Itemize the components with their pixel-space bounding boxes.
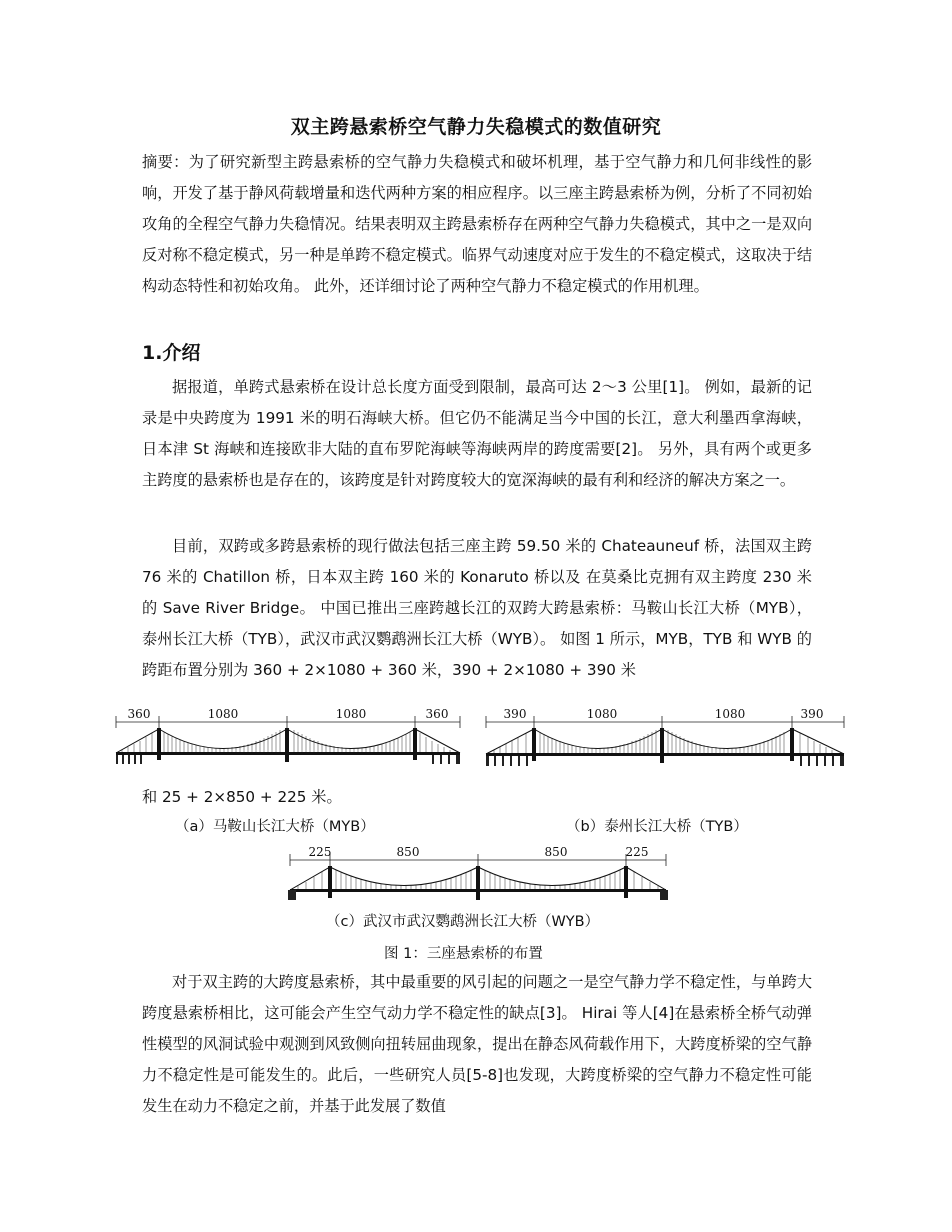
anchorage	[288, 890, 296, 900]
bridge-tower	[624, 866, 628, 898]
intro-paragraph-2-continued: 和 25 + 2×850 + 225 米。	[142, 788, 342, 806]
bridge-tower	[790, 728, 794, 761]
span-label: 1080	[586, 707, 618, 721]
span-label: 390	[503, 707, 527, 721]
intro-paragraph-2: 目前，双跨或多跨悬索桥的现行做法包括三座主跨 59.50 米的 Chateauneuf 桥，法国双主跨 76 米的 Chatillon 桥，日本双主跨 160 米的 Konaruto 桥以及 在莫桑比克拥有双主跨度 230 米的 Save River Bridge。 中国已推出三座跨越长江的双跨大跨悬索桥：马鞍山长江大桥（MYB），泰州长江大桥（TYB），武汉市武汉鹦鹉洲长江大桥（WYB）。 如图 1 所示，MYB，TYB 和 WYB 的跨距布置分别为 360 + 2×1080 + 360 米，390 + 2×1080 + 390 米	[142, 537, 812, 679]
paper-title: 双主跨悬索桥空气静力失稳模式的数值研究	[290, 116, 662, 138]
span-label: 850	[396, 845, 420, 859]
bridge-tower	[532, 728, 536, 761]
figure-title: 图 1：三座悬索桥的布置	[384, 946, 543, 962]
figure-caption-b: （b）泰州长江大桥（TYB）	[566, 819, 748, 835]
span-label: 360	[425, 707, 449, 721]
bridge-tower	[285, 728, 289, 762]
bridge-tower	[157, 728, 161, 760]
span-label: 1080	[714, 707, 746, 721]
anchorage	[660, 890, 668, 900]
bridge-tower	[328, 866, 332, 898]
bridge-diagram-tyb	[482, 706, 848, 774]
intro-paragraph-3: 对于双主跨的大跨度悬索桥，其中最重要的风引起的问题之一是空气静力学不稳定性，与单跨大跨度悬索桥相比，这可能会产生空气动力学不稳定性的缺点[3]。 Hirai 等人[4]在悬索桥全桥气动弹性模型的风洞试验中观测到风致侧向扭转屈曲现象，提出在静态风荷载作用下，大跨度桥梁的空气静力不稳定性是可能发生的。此后，一些研究人员[5-8]也发现，大跨度桥梁的空气静力不稳定性可能发生在动力不稳定之前，并基于此发展了数值	[142, 973, 812, 1115]
span-label: 1080	[207, 707, 239, 721]
figure-caption-c: （c）武汉市武汉鹦鹉洲长江大桥（WYB）	[326, 914, 600, 930]
abstract-paragraph: 摘要：为了研究新型主跨悬索桥的空气静力失稳模式和破坏机理，基于空气静力和几何非线性的影响，开发了基于静风荷载增量和迭代两种方案的相应程序。以三座主跨悬索桥为例，分析了不同初始攻角的全程空气静力失稳情况。结果表明双主跨悬索桥存在两种空气静力失稳模式，其中之一是双向反对称不稳定模式，另一种是单跨不稳定模式。临界气动速度对应于发生的不稳定模式，这取决于结构动态特性和初始攻角。 此外，还详细讨论了两种空气静力不稳定模式的作用机理。	[142, 153, 812, 295]
span-label: 1080	[335, 707, 367, 721]
span-label: 225	[308, 845, 332, 859]
bridge-tower	[413, 728, 417, 760]
section-heading-introduction: 1.介绍	[142, 342, 201, 364]
span-label: 390	[800, 707, 824, 721]
bridge-tower	[476, 866, 480, 900]
bridge-diagram-myb	[112, 706, 464, 774]
figure-caption-a: （a）马鞍山长江大桥（MYB）	[175, 819, 375, 835]
span-label: 850	[544, 845, 568, 859]
span-label: 360	[127, 707, 151, 721]
span-label: 225	[625, 845, 649, 859]
bridge-tower	[660, 728, 664, 763]
intro-paragraph-1: 据报道，单跨式悬索桥在设计总长度方面受到限制，最高可达 2～3 公里[1]。 例如，最新的记录是中央跨度为 1991 米的明石海峡大桥。但它仍不能满足当今中国的长江，意大利墨西拿海峡，日本津 St 海峡和连接欧非大陆的直布罗陀海峡等海峡两岸的跨度需要[2]。 另外，具有两个或更多主跨度的悬索桥也是存在的，该跨度是针对跨度较大的宽深海峡的最有利和经济的解决方案之一。	[142, 378, 812, 489]
bridge-diagram-wyb	[286, 840, 670, 906]
